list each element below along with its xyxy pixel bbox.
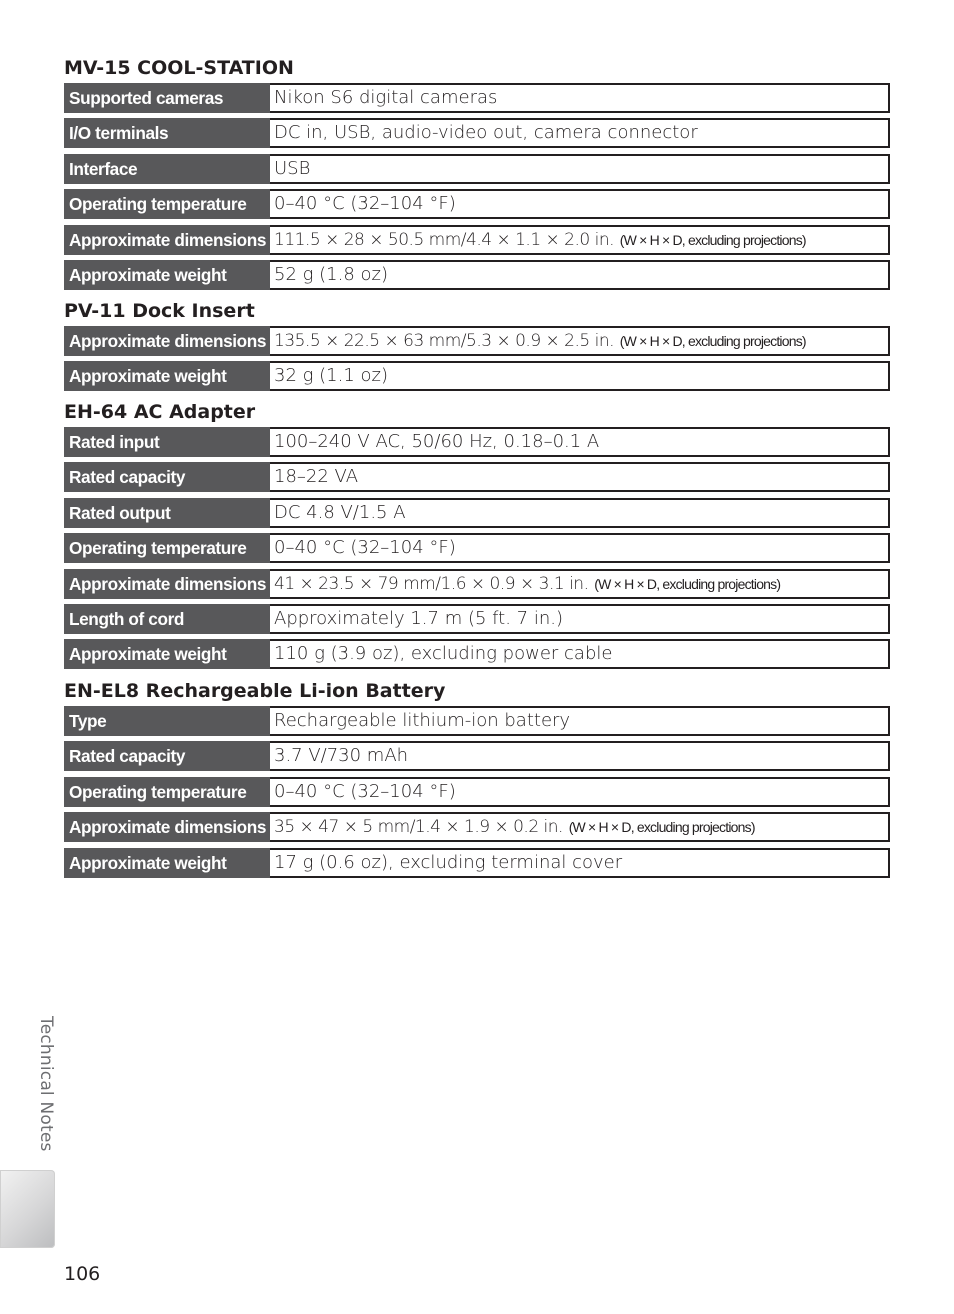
section-title: PV-11 Dock Insert bbox=[64, 300, 255, 322]
section-en-el8-battery bbox=[64, 679, 890, 883]
chapter-side-label: Technical Notes bbox=[36, 1016, 56, 1152]
spec-label: Approximate dimensions bbox=[64, 812, 270, 842]
spec-value bbox=[270, 427, 890, 457]
spec-row bbox=[64, 741, 890, 771]
spec-label: I/O terminals bbox=[64, 118, 270, 148]
spec-value bbox=[270, 189, 890, 219]
spec-row bbox=[64, 569, 890, 599]
spec-value-text: 0–40 °C (32–104 °F) bbox=[274, 780, 456, 802]
spec-label: Length of cord bbox=[64, 604, 270, 634]
spec-row bbox=[64, 812, 890, 842]
spec-value bbox=[270, 812, 890, 842]
spec-label: Operating temperature bbox=[64, 533, 270, 563]
spec-row bbox=[64, 639, 890, 669]
spec-row bbox=[64, 533, 890, 563]
spec-value bbox=[270, 260, 890, 290]
spec-label: Rated input bbox=[64, 427, 270, 457]
spec-label: Approximate weight bbox=[64, 639, 270, 669]
spec-value-text: 0–40 °C (32–104 °F) bbox=[274, 537, 456, 559]
spec-label: Approximate weight bbox=[64, 361, 270, 391]
spec-value-text: 110 g (3.9 oz), excluding power cable bbox=[274, 643, 613, 665]
spec-value bbox=[270, 639, 890, 669]
spec-label: Approximate dimensions bbox=[64, 569, 270, 599]
spec-label: Operating temperature bbox=[64, 189, 270, 219]
spec-label: Approximate dimensions bbox=[64, 225, 270, 255]
spec-value bbox=[270, 326, 890, 356]
spec-label: Supported cameras bbox=[64, 83, 270, 113]
spec-row bbox=[64, 706, 890, 736]
page-number: 106 bbox=[64, 1263, 101, 1285]
section-title: EH-64 AC Adapter bbox=[64, 401, 256, 423]
chapter-tab bbox=[0, 1170, 55, 1248]
spec-label: Interface bbox=[64, 154, 270, 184]
spec-label: Rated capacity bbox=[64, 462, 270, 492]
spec-value bbox=[270, 569, 890, 599]
spec-value-text: 32 g (1.1 oz) bbox=[274, 365, 389, 387]
spec-row bbox=[64, 154, 890, 184]
spec-value-text: DC in, USB, audio-video out, camera connector bbox=[274, 122, 698, 144]
spec-value-text: 41 × 23.5 × 79 mm/1.6 × 0.9 × 3.1 in. bbox=[274, 573, 589, 594]
spec-note: (W × H × D, excluding projections) bbox=[619, 231, 806, 248]
spec-value bbox=[270, 462, 890, 492]
spec-value bbox=[270, 225, 890, 255]
spec-value bbox=[270, 361, 890, 391]
spec-label: Approximate dimensions bbox=[64, 326, 270, 356]
spec-label: Operating temperature bbox=[64, 777, 270, 807]
spec-value-text: 18–22 VA bbox=[274, 466, 359, 488]
spec-value-text: USB bbox=[274, 157, 311, 179]
spec-value-text: 3.7 V/730 mAh bbox=[274, 745, 409, 767]
spec-label: Rated capacity bbox=[64, 741, 270, 771]
section-pv11-dock-insert bbox=[64, 299, 890, 397]
spec-value bbox=[270, 83, 890, 113]
spec-value-text: Nikon S6 digital cameras bbox=[274, 87, 498, 108]
spec-row bbox=[64, 604, 890, 634]
spec-value bbox=[270, 118, 890, 148]
spec-value bbox=[270, 533, 890, 563]
spec-row bbox=[64, 189, 890, 219]
spec-label: Approximate weight bbox=[64, 848, 270, 878]
spec-label: Rated output bbox=[64, 498, 270, 528]
spec-value bbox=[270, 154, 890, 184]
spec-row bbox=[64, 118, 890, 148]
spec-note: (W × H × D, excluding projections) bbox=[594, 575, 781, 592]
spec-value-text: 111.5 × 28 × 50.5 mm/4.4 × 1.1 × 2.0 in. bbox=[274, 229, 615, 250]
spec-value-text: 17 g (0.6 oz), excluding terminal cover bbox=[274, 851, 623, 873]
spec-value-text: 100–240 V AC, 50/60 Hz, 0.18–0.1 A bbox=[274, 431, 600, 452]
spec-value-text: DC 4.8 V/1.5 A bbox=[274, 501, 406, 523]
spec-row bbox=[64, 427, 890, 457]
spec-row bbox=[64, 225, 890, 255]
spec-note: (W × H × D, excluding projections) bbox=[619, 333, 806, 349]
spec-value-text: 35 × 47 × 5 mm/1.4 × 1.9 × 0.2 in. bbox=[274, 817, 563, 838]
spec-value-text: 0–40 °C (32–104 °F) bbox=[274, 193, 456, 215]
spec-note: (W × H × D, excluding projections) bbox=[568, 819, 755, 836]
spec-value bbox=[270, 741, 890, 771]
spec-value-text: Rechargeable lithium-ion battery bbox=[274, 710, 571, 731]
spec-value-text: 135.5 × 22.5 × 63 mm/5.3 × 0.9 × 2.5 in. bbox=[274, 331, 615, 351]
spec-label: Type bbox=[64, 706, 270, 736]
spec-row bbox=[64, 777, 890, 807]
section-mv15-cool-station bbox=[64, 56, 890, 295]
spec-row bbox=[64, 83, 890, 113]
section-title: MV-15 COOL-STATION bbox=[64, 57, 294, 79]
spec-row bbox=[64, 260, 890, 290]
spec-value bbox=[270, 498, 890, 528]
section-eh64-ac-adapter bbox=[64, 400, 890, 675]
spec-label: Approximate weight bbox=[64, 260, 270, 290]
section-title: EN-EL8 Rechargeable Li-ion Battery bbox=[64, 680, 446, 702]
spec-row bbox=[64, 498, 890, 528]
spec-value-text: 52 g (1.8 oz) bbox=[274, 263, 389, 285]
spec-value bbox=[270, 706, 890, 736]
spec-value bbox=[270, 848, 890, 878]
spec-value bbox=[270, 604, 890, 634]
spec-value bbox=[270, 777, 890, 807]
spec-row bbox=[64, 848, 890, 878]
spec-row bbox=[64, 326, 890, 356]
spec-row bbox=[64, 462, 890, 492]
spec-row bbox=[64, 361, 890, 391]
spec-value-text: Approximately 1.7 m (5 ft. 7 in.) bbox=[274, 607, 564, 629]
